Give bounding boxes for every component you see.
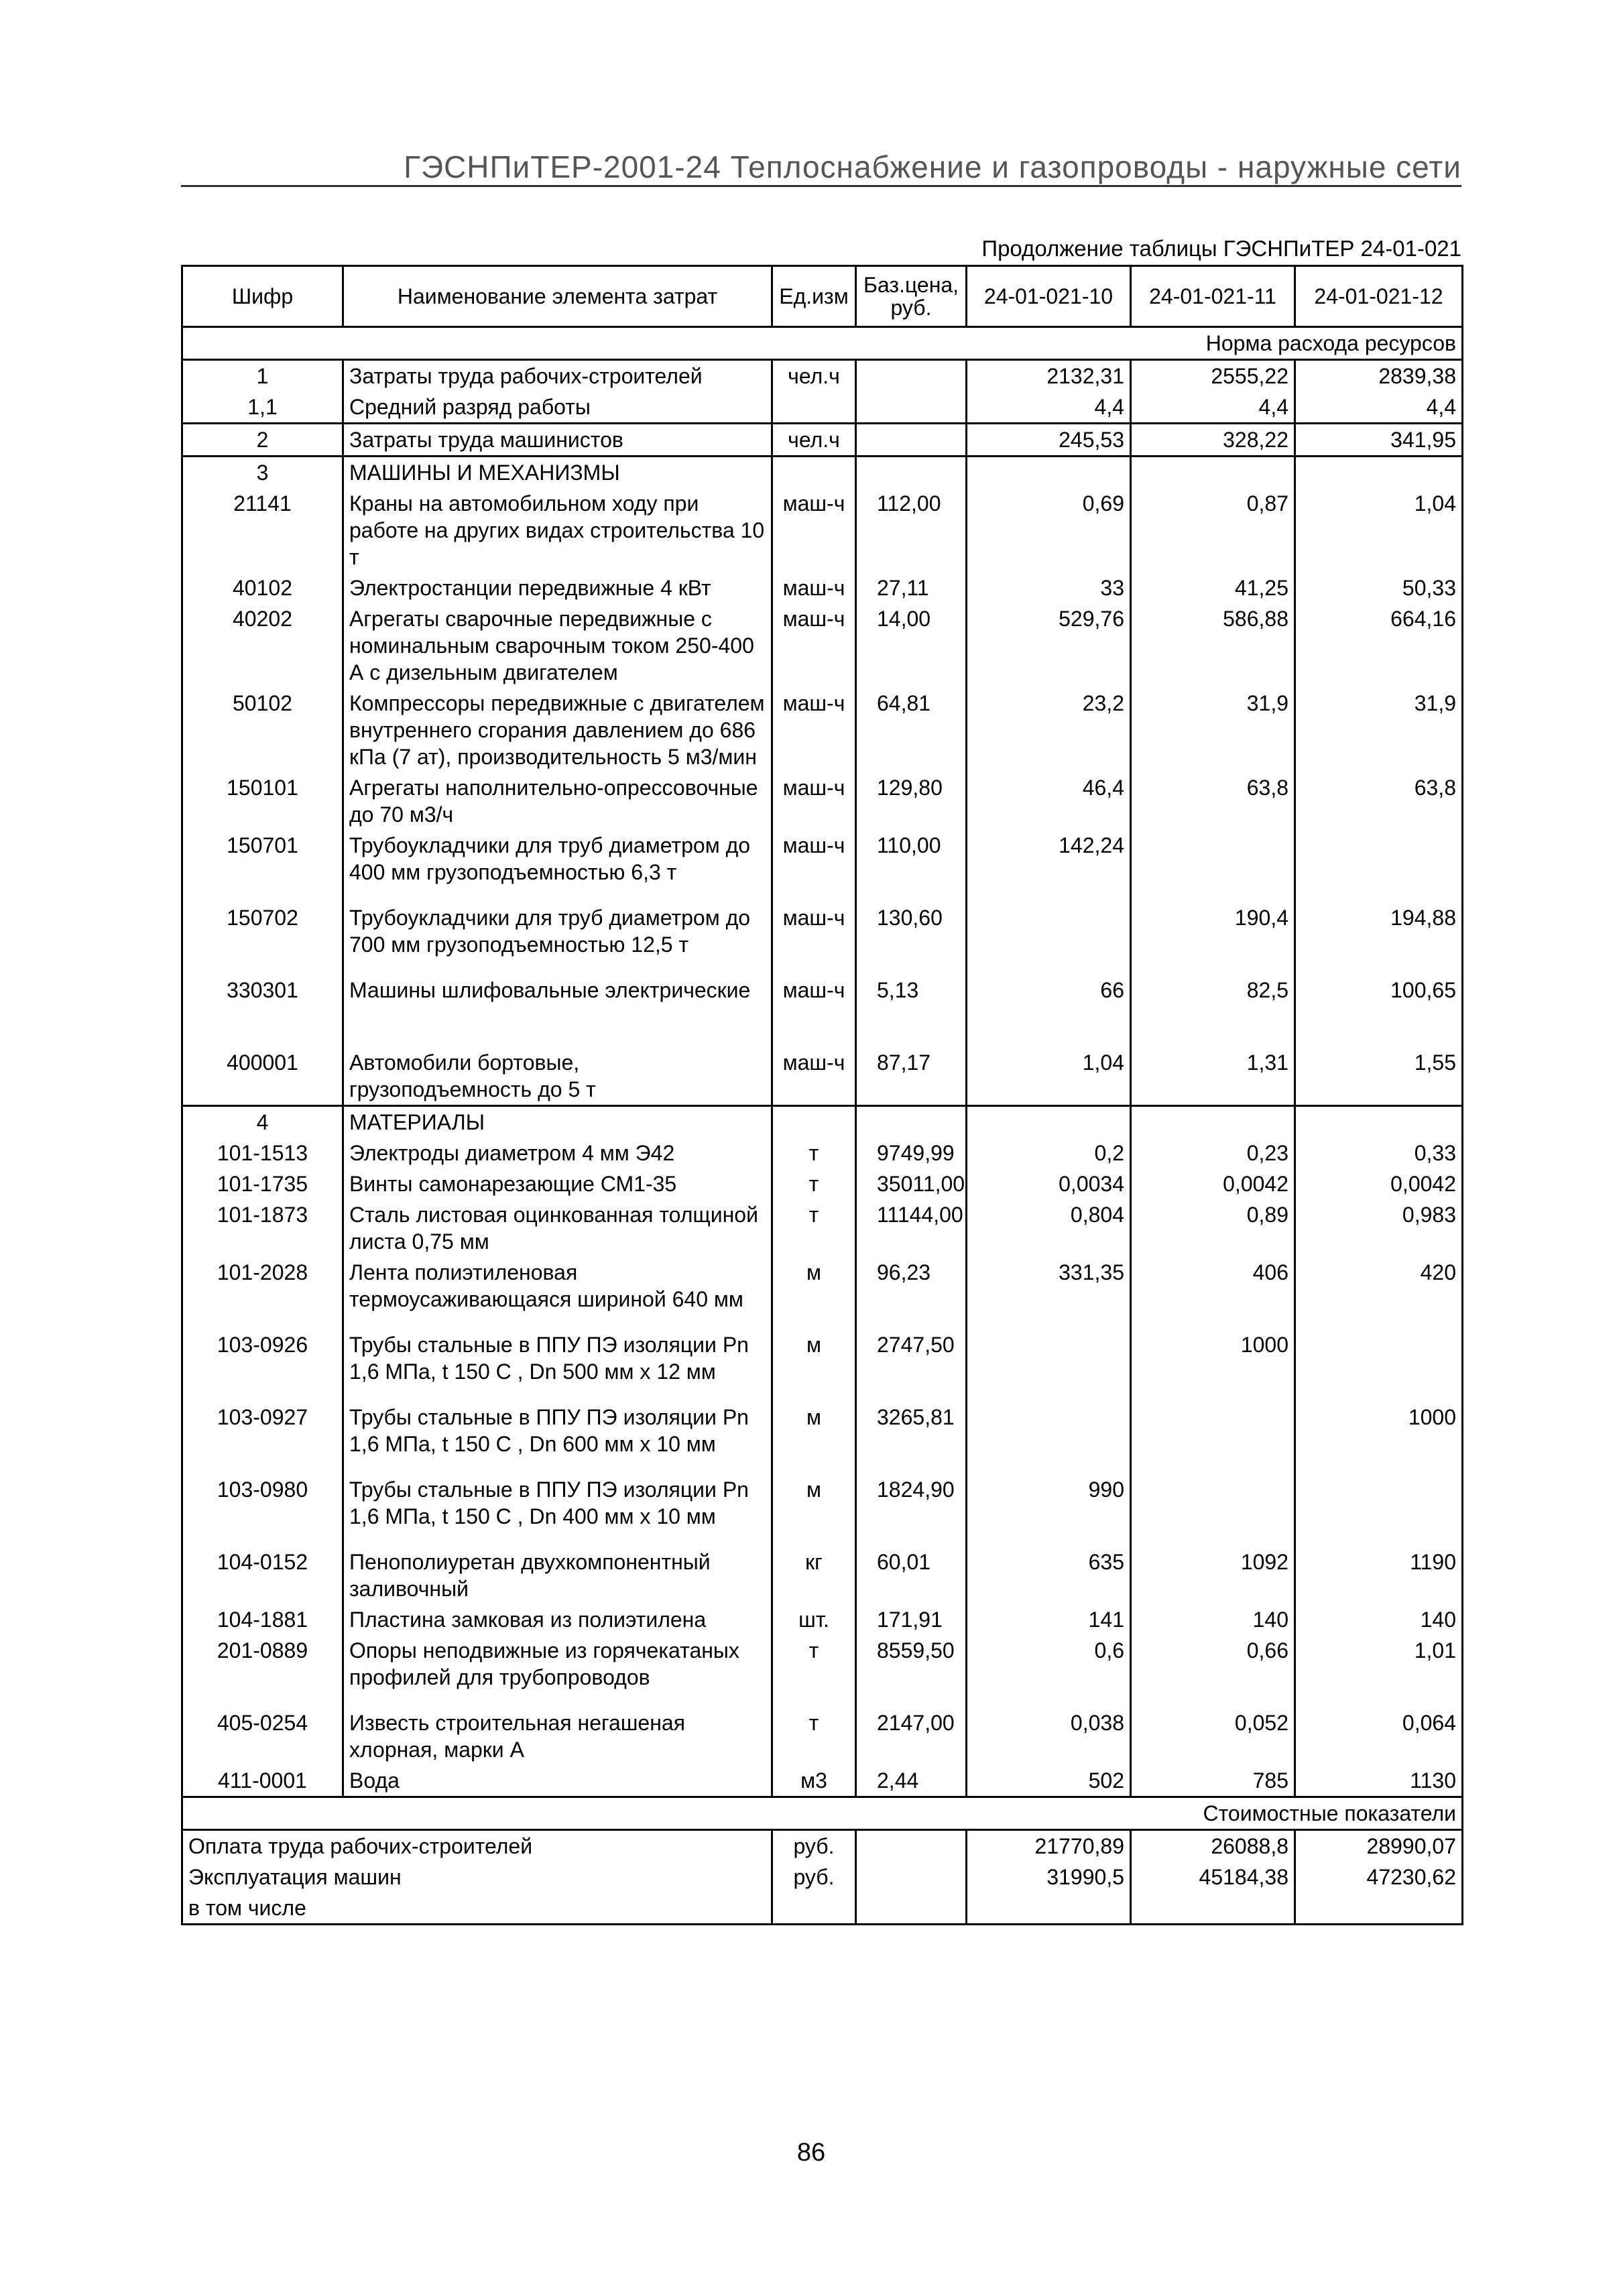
row-price: 8559,50 bbox=[856, 1635, 967, 1707]
cost-row-price bbox=[856, 1892, 967, 1925]
row-unit: маш-ч bbox=[772, 572, 856, 603]
row-value-c2: 31,9 bbox=[1131, 688, 1295, 772]
row-value-c2 bbox=[1131, 1106, 1295, 1138]
row-price: 130,60 bbox=[856, 902, 967, 975]
row-value-c1: 33 bbox=[967, 572, 1131, 603]
row-value-c3: 1,01 bbox=[1295, 1635, 1463, 1707]
table-continuation-caption: Продолжение таблицы ГЭСНПиТЕР 24-01-021 bbox=[981, 236, 1461, 261]
row-code: 101-1513 bbox=[182, 1138, 343, 1168]
table-row bbox=[182, 424, 1463, 457]
row-value-c2: 140 bbox=[1131, 1604, 1295, 1635]
table-row bbox=[182, 772, 1463, 830]
col-header-code: Шифр bbox=[182, 266, 343, 327]
row-name: Трубоукладчики для труб диаметром до 400 мм грузоподъемностью 6,3 т bbox=[343, 830, 772, 902]
table-row bbox=[182, 457, 1463, 489]
row-value-c1: 0,804 bbox=[967, 1199, 1131, 1257]
table-row bbox=[182, 688, 1463, 772]
row-value-c3: 4,4 bbox=[1295, 391, 1463, 424]
row-value-c2: 0,87 bbox=[1131, 488, 1295, 572]
row-code: 21141 bbox=[182, 488, 343, 572]
row-code: 104-0152 bbox=[182, 1547, 343, 1604]
row-code: 1 bbox=[182, 360, 343, 392]
col-header-c2: 24-01-021-11 bbox=[1131, 266, 1295, 327]
col-header-c3: 24-01-021-12 bbox=[1295, 266, 1463, 327]
row-value-c1: 990 bbox=[967, 1474, 1131, 1547]
row-unit: маш-ч bbox=[772, 975, 856, 1047]
row-code: 400001 bbox=[182, 1047, 343, 1106]
cost-row-value-c1 bbox=[967, 1892, 1131, 1925]
row-name: Электростанции передвижные 4 кВт bbox=[343, 572, 772, 603]
col-header-name: Наименование элемента затрат bbox=[343, 266, 772, 327]
cost-row-unit bbox=[772, 1892, 856, 1925]
row-value-c1: 529,76 bbox=[967, 603, 1131, 688]
row-unit: т bbox=[772, 1199, 856, 1257]
row-price bbox=[856, 1106, 967, 1138]
row-price: 3265,81 bbox=[856, 1402, 967, 1474]
row-unit: кг bbox=[772, 1547, 856, 1604]
row-code: 1,1 bbox=[182, 391, 343, 424]
row-value-c3: 1,04 bbox=[1295, 488, 1463, 572]
row-name: Трубы стальные в ППУ ПЭ изоляции Pn 1,6 МПа, t 150 C , Dn 500 мм x 12 мм bbox=[343, 1329, 772, 1402]
row-code: 201-0889 bbox=[182, 1635, 343, 1707]
row-value-c2: 406 bbox=[1131, 1257, 1295, 1329]
row-code: 4 bbox=[182, 1106, 343, 1138]
row-value-c1 bbox=[967, 457, 1131, 489]
row-code: 330301 bbox=[182, 975, 343, 1047]
row-value-c1: 66 bbox=[967, 975, 1131, 1047]
row-value-c2: 4,4 bbox=[1131, 391, 1295, 424]
row-value-c3 bbox=[1295, 830, 1463, 902]
row-code: 101-2028 bbox=[182, 1257, 343, 1329]
row-value-c1: 46,4 bbox=[967, 772, 1131, 830]
row-name: Агрегаты сварочные передвижные с номинальным сварочным током 250-400 А с дизельным двигателем bbox=[343, 603, 772, 688]
row-value-c1: 0,0034 bbox=[967, 1168, 1131, 1199]
row-code: 104-1881 bbox=[182, 1604, 343, 1635]
row-code: 50102 bbox=[182, 688, 343, 772]
row-value-c1 bbox=[967, 1402, 1131, 1474]
row-name: Трубы стальные в ППУ ПЭ изоляции Pn 1,6 МПа, t 150 C , Dn 400 мм x 10 мм bbox=[343, 1474, 772, 1547]
row-code: 103-0926 bbox=[182, 1329, 343, 1402]
row-value-c2: 328,22 bbox=[1131, 424, 1295, 457]
row-value-c3: 0,983 bbox=[1295, 1199, 1463, 1257]
row-name: Затраты труда машинистов bbox=[343, 424, 772, 457]
cost-row-name: в том числе bbox=[182, 1892, 772, 1925]
row-name: Электроды диаметром 4 мм Э42 bbox=[343, 1138, 772, 1168]
table-row bbox=[182, 975, 1463, 1047]
table-row bbox=[182, 572, 1463, 603]
row-value-c2: 2555,22 bbox=[1131, 360, 1295, 392]
row-value-c2: 1000 bbox=[1131, 1329, 1295, 1402]
row-unit: маш-ч bbox=[772, 772, 856, 830]
row-name: Краны на автомобильном ходу при работе на других видах строительства 10 т bbox=[343, 488, 772, 572]
row-unit: маш-ч bbox=[772, 603, 856, 688]
row-name: Вода bbox=[343, 1765, 772, 1797]
row-name: Средний разряд работы bbox=[343, 391, 772, 424]
row-value-c3: 1190 bbox=[1295, 1547, 1463, 1604]
table-header-row bbox=[182, 266, 1463, 327]
cost-band-row bbox=[182, 1797, 1463, 1830]
row-value-c1 bbox=[967, 1329, 1131, 1402]
row-unit: т bbox=[772, 1635, 856, 1707]
col-header-c1: 24-01-021-10 bbox=[967, 266, 1131, 327]
row-unit bbox=[772, 1106, 856, 1138]
row-value-c1: 4,4 bbox=[967, 391, 1131, 424]
row-price: 5,13 bbox=[856, 975, 967, 1047]
row-value-c2: 0,0042 bbox=[1131, 1168, 1295, 1199]
row-price: 60,01 bbox=[856, 1547, 967, 1604]
table-row bbox=[182, 488, 1463, 572]
row-price: 2147,00 bbox=[856, 1707, 967, 1765]
row-value-c3: 2839,38 bbox=[1295, 360, 1463, 392]
row-value-c1: 0,038 bbox=[967, 1707, 1131, 1765]
row-value-c3: 1000 bbox=[1295, 1402, 1463, 1474]
table-row bbox=[182, 1635, 1463, 1707]
row-value-c1: 1,04 bbox=[967, 1047, 1131, 1106]
row-value-c3 bbox=[1295, 1329, 1463, 1402]
cost-label: Стоимостные показатели bbox=[182, 1797, 1463, 1830]
row-unit: м3 bbox=[772, 1765, 856, 1797]
row-value-c1: 23,2 bbox=[967, 688, 1131, 772]
row-price: 27,11 bbox=[856, 572, 967, 603]
row-value-c2: 82,5 bbox=[1131, 975, 1295, 1047]
row-price: 110,00 bbox=[856, 830, 967, 902]
row-unit: т bbox=[772, 1138, 856, 1168]
row-value-c2 bbox=[1131, 457, 1295, 489]
table-row bbox=[182, 1707, 1463, 1765]
cost-row-value-c3 bbox=[1295, 1892, 1463, 1925]
row-value-c3: 31,9 bbox=[1295, 688, 1463, 772]
row-price: 64,81 bbox=[856, 688, 967, 772]
row-price: 171,91 bbox=[856, 1604, 967, 1635]
row-price: 35011,00 bbox=[856, 1168, 967, 1199]
header-rule bbox=[181, 185, 1461, 187]
page-number: 86 bbox=[796, 2138, 826, 2167]
row-value-c3: 0,33 bbox=[1295, 1138, 1463, 1168]
row-value-c2: 63,8 bbox=[1131, 772, 1295, 830]
row-value-c3: 140 bbox=[1295, 1604, 1463, 1635]
row-value-c1: 141 bbox=[967, 1604, 1131, 1635]
row-value-c2: 0,89 bbox=[1131, 1199, 1295, 1257]
row-name: Сталь листовая оцинкованная толщиной листа 0,75 мм bbox=[343, 1199, 772, 1257]
row-name: МАТЕРИАЛЫ bbox=[343, 1106, 772, 1138]
row-value-c3 bbox=[1295, 457, 1463, 489]
row-unit: шт. bbox=[772, 1604, 856, 1635]
cost-row-unit: руб. bbox=[772, 1830, 856, 1862]
cost-row-price bbox=[856, 1830, 967, 1862]
row-name: Затраты труда рабочих-строителей bbox=[343, 360, 772, 392]
table-row bbox=[182, 902, 1463, 975]
running-header: ГЭСНПиТЕР-2001-24 Теплоснабжение и газопроводы - наружные сети bbox=[404, 149, 1461, 184]
row-unit: т bbox=[772, 1707, 856, 1765]
row-value-c3: 664,16 bbox=[1295, 603, 1463, 688]
row-value-c2: 586,88 bbox=[1131, 603, 1295, 688]
cost-row-name: Оплата труда рабочих-строителей bbox=[182, 1830, 772, 1862]
row-value-c2: 0,052 bbox=[1131, 1707, 1295, 1765]
row-value-c1: 331,35 bbox=[967, 1257, 1131, 1329]
table-row bbox=[182, 1199, 1463, 1257]
row-code: 411-0001 bbox=[182, 1765, 343, 1797]
row-value-c1: 0,2 bbox=[967, 1138, 1131, 1168]
row-value-c3: 100,65 bbox=[1295, 975, 1463, 1047]
row-price bbox=[856, 360, 967, 392]
cost-row-value-c2: 45184,38 bbox=[1131, 1862, 1295, 1892]
row-price: 87,17 bbox=[856, 1047, 967, 1106]
table-row bbox=[182, 1047, 1463, 1106]
col-header-price: Баз.цена, руб. bbox=[856, 266, 967, 327]
row-code: 103-0980 bbox=[182, 1474, 343, 1547]
row-unit: маш-ч bbox=[772, 688, 856, 772]
cost-row bbox=[182, 1862, 1463, 1892]
row-name: Пенополиуретан двухкомпонентный заливочный bbox=[343, 1547, 772, 1604]
row-value-c1: 245,53 bbox=[967, 424, 1131, 457]
table-row bbox=[182, 1765, 1463, 1797]
row-unit: м bbox=[772, 1257, 856, 1329]
row-unit: т bbox=[772, 1168, 856, 1199]
cost-row-value-c1: 21770,89 bbox=[967, 1830, 1131, 1862]
row-value-c1: 0,6 bbox=[967, 1635, 1131, 1707]
table-row bbox=[182, 1402, 1463, 1474]
row-price bbox=[856, 457, 967, 489]
row-value-c2: 785 bbox=[1131, 1765, 1295, 1797]
table-row bbox=[182, 603, 1463, 688]
cost-row-value-c1: 31990,5 bbox=[967, 1862, 1131, 1892]
row-code: 150701 bbox=[182, 830, 343, 902]
row-name: Лента полиэтиленовая термоусаживающаяся шириной 640 мм bbox=[343, 1257, 772, 1329]
cost-row-name: Эксплуатация машин bbox=[182, 1862, 772, 1892]
row-value-c1: 502 bbox=[967, 1765, 1131, 1797]
row-value-c2: 1,31 bbox=[1131, 1047, 1295, 1106]
row-price: 129,80 bbox=[856, 772, 967, 830]
row-code: 405-0254 bbox=[182, 1707, 343, 1765]
table-row bbox=[182, 1474, 1463, 1547]
row-price bbox=[856, 391, 967, 424]
cost-row-value-c2: 26088,8 bbox=[1131, 1830, 1295, 1862]
table-row bbox=[182, 1604, 1463, 1635]
row-value-c2 bbox=[1131, 830, 1295, 902]
row-value-c2 bbox=[1131, 1474, 1295, 1547]
row-price bbox=[856, 424, 967, 457]
row-unit bbox=[772, 457, 856, 489]
row-unit: м bbox=[772, 1474, 856, 1547]
row-value-c3: 50,33 bbox=[1295, 572, 1463, 603]
row-price: 112,00 bbox=[856, 488, 967, 572]
row-value-c1: 2132,31 bbox=[967, 360, 1131, 392]
row-price: 9749,99 bbox=[856, 1138, 967, 1168]
norm-band-row bbox=[182, 327, 1463, 360]
row-code: 101-1873 bbox=[182, 1199, 343, 1257]
norm-label: Норма расхода ресурсов bbox=[182, 327, 1463, 360]
table-row bbox=[182, 1547, 1463, 1604]
row-value-c2: 190,4 bbox=[1131, 902, 1295, 975]
row-name: Винты самонарезающие СМ1-35 bbox=[343, 1168, 772, 1199]
cost-row bbox=[182, 1830, 1463, 1862]
row-price: 11144,00 bbox=[856, 1199, 967, 1257]
table-row bbox=[182, 830, 1463, 902]
row-code: 40202 bbox=[182, 603, 343, 688]
row-value-c3 bbox=[1295, 1106, 1463, 1138]
row-price: 2,44 bbox=[856, 1765, 967, 1797]
row-value-c3: 194,88 bbox=[1295, 902, 1463, 975]
resource-table bbox=[181, 265, 1463, 1925]
row-value-c3: 420 bbox=[1295, 1257, 1463, 1329]
row-unit: м bbox=[772, 1329, 856, 1402]
row-unit: маш-ч bbox=[772, 830, 856, 902]
table-row bbox=[182, 1106, 1463, 1138]
row-name: Пластина замковая из полиэтилена bbox=[343, 1604, 772, 1635]
row-price: 2747,50 bbox=[856, 1329, 967, 1402]
row-unit: м bbox=[772, 1402, 856, 1474]
row-price: 96,23 bbox=[856, 1257, 967, 1329]
row-value-c3: 341,95 bbox=[1295, 424, 1463, 457]
row-price: 14,00 bbox=[856, 603, 967, 688]
row-code: 150101 bbox=[182, 772, 343, 830]
row-code: 2 bbox=[182, 424, 343, 457]
row-value-c1 bbox=[967, 902, 1131, 975]
row-value-c3: 1130 bbox=[1295, 1765, 1463, 1797]
row-value-c1 bbox=[967, 1106, 1131, 1138]
row-code: 3 bbox=[182, 457, 343, 489]
row-name: Трубоукладчики для труб диаметром до 700 мм грузоподъемностью 12,5 т bbox=[343, 902, 772, 975]
row-value-c1: 142,24 bbox=[967, 830, 1131, 902]
row-name: МАШИНЫ И МЕХАНИЗМЫ bbox=[343, 457, 772, 489]
table-row bbox=[182, 1138, 1463, 1168]
col-header-unit: Ед.изм bbox=[772, 266, 856, 327]
row-name: Известь строительная негашеная хлорная, марки А bbox=[343, 1707, 772, 1765]
row-name: Машины шлифовальные электрические bbox=[343, 975, 772, 1047]
row-code: 101-1735 bbox=[182, 1168, 343, 1199]
row-value-c2: 1092 bbox=[1131, 1547, 1295, 1604]
table-row bbox=[182, 1168, 1463, 1199]
cost-row-value-c3: 47230,62 bbox=[1295, 1862, 1463, 1892]
cost-row-unit: руб. bbox=[772, 1862, 856, 1892]
row-unit: чел.ч bbox=[772, 360, 856, 392]
table-row bbox=[182, 391, 1463, 424]
row-name: Автомобили бортовые, грузоподъемность до 5 т bbox=[343, 1047, 772, 1106]
row-value-c1: 0,69 bbox=[967, 488, 1131, 572]
row-unit: маш-ч bbox=[772, 488, 856, 572]
row-value-c2: 0,66 bbox=[1131, 1635, 1295, 1707]
table-row bbox=[182, 360, 1463, 392]
row-name: Трубы стальные в ППУ ПЭ изоляции Pn 1,6 МПа, t 150 C , Dn 600 мм x 10 мм bbox=[343, 1402, 772, 1474]
row-code: 150702 bbox=[182, 902, 343, 975]
row-value-c3: 63,8 bbox=[1295, 772, 1463, 830]
row-unit: маш-ч bbox=[772, 1047, 856, 1106]
row-price: 1824,90 bbox=[856, 1474, 967, 1547]
row-unit: чел.ч bbox=[772, 424, 856, 457]
row-value-c3 bbox=[1295, 1474, 1463, 1547]
row-value-c2: 0,23 bbox=[1131, 1138, 1295, 1168]
cost-row-price bbox=[856, 1862, 967, 1892]
row-value-c3: 0,0042 bbox=[1295, 1168, 1463, 1199]
cost-row-value-c2 bbox=[1131, 1892, 1295, 1925]
row-code: 40102 bbox=[182, 572, 343, 603]
row-code: 103-0927 bbox=[182, 1402, 343, 1474]
row-unit: маш-ч bbox=[772, 902, 856, 975]
table-row bbox=[182, 1257, 1463, 1329]
row-name: Опоры неподвижные из горячекатаных профилей для трубопроводов bbox=[343, 1635, 772, 1707]
row-unit bbox=[772, 391, 856, 424]
cost-row bbox=[182, 1892, 1463, 1925]
row-value-c2 bbox=[1131, 1402, 1295, 1474]
row-value-c2: 41,25 bbox=[1131, 572, 1295, 603]
row-value-c1: 635 bbox=[967, 1547, 1131, 1604]
table-row bbox=[182, 1329, 1463, 1402]
row-value-c3: 1,55 bbox=[1295, 1047, 1463, 1106]
row-name: Компрессоры передвижные с двигателем внутреннего сгорания давлением до 686 кПа (7 ат), производительность 5 м3/мин bbox=[343, 688, 772, 772]
cost-row-value-c3: 28990,07 bbox=[1295, 1830, 1463, 1862]
row-name: Агрегаты наполнительно-опрессовочные до 70 м3/ч bbox=[343, 772, 772, 830]
row-value-c3: 0,064 bbox=[1295, 1707, 1463, 1765]
